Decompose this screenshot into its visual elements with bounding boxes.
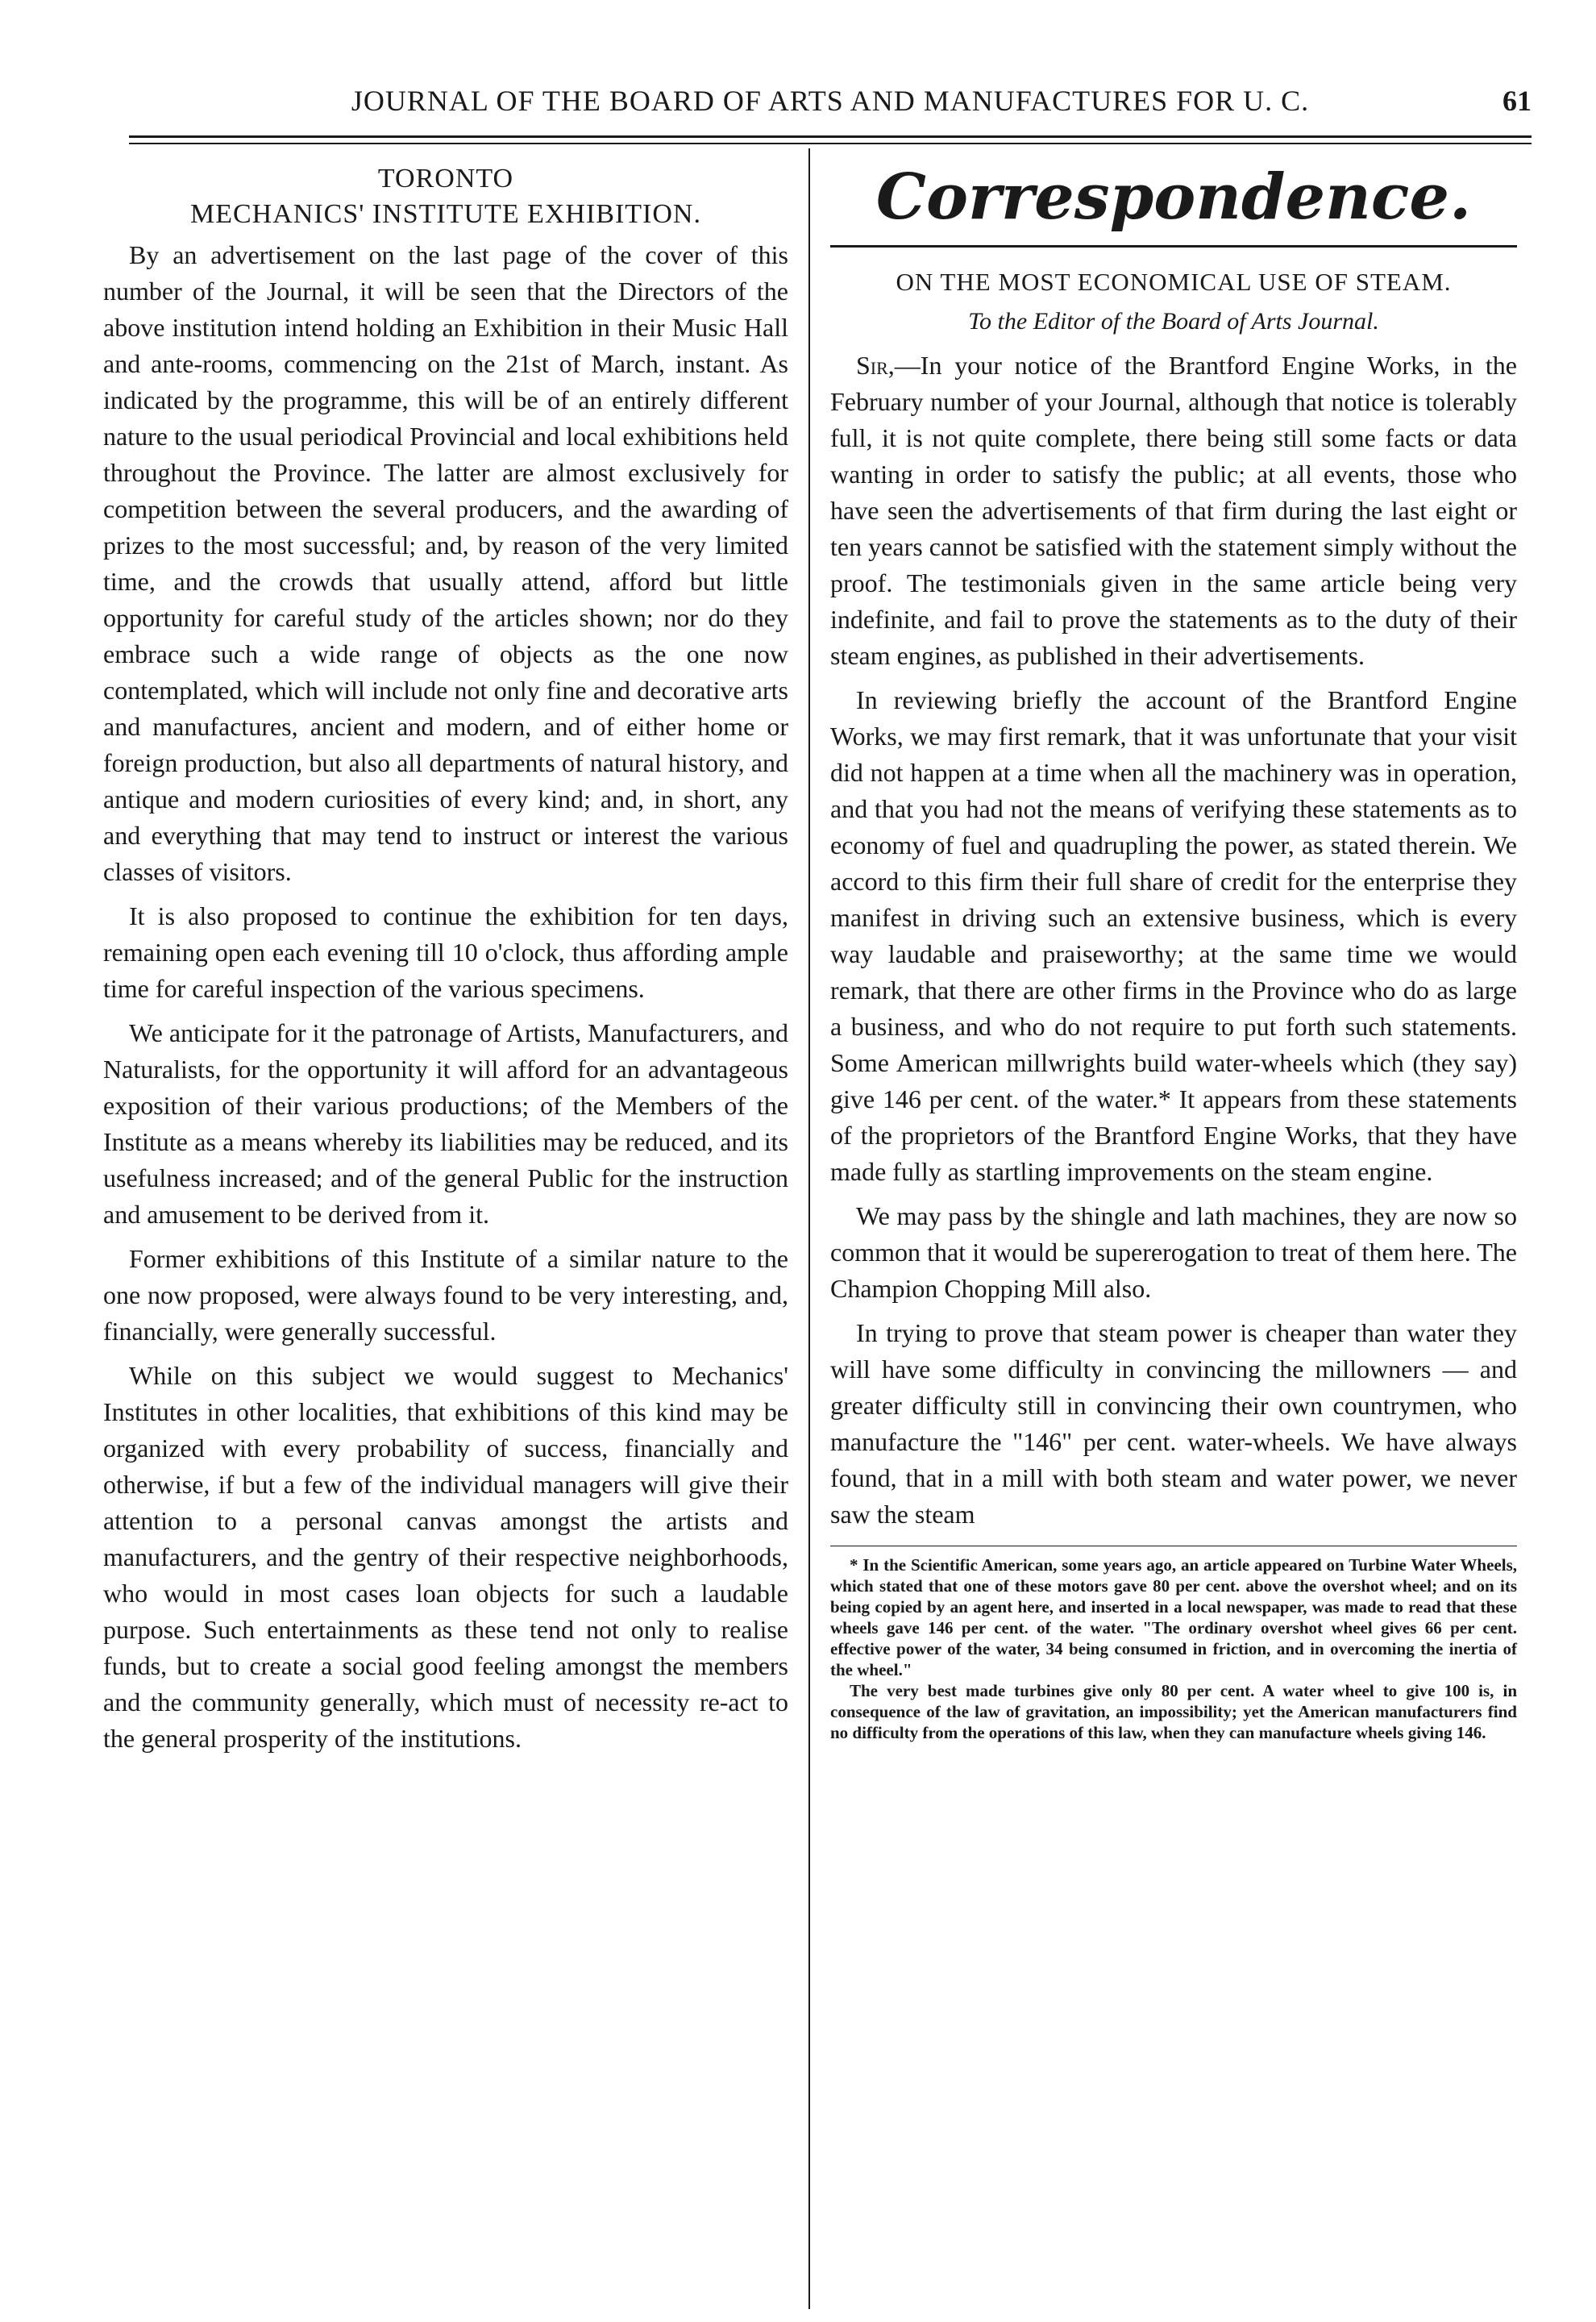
column-divider xyxy=(808,148,810,2309)
left-column xyxy=(103,161,788,1765)
right-paragraph: We may pass by the shingle and lath machines, they are now so common that it would be supererogation to treat of them here. The Champion Chopping Mill also. xyxy=(830,1201,1517,1303)
right-paragraph: In trying to prove that steam power is cheaper than water they will have some difficulty in convincing the millowners — and greater difficulty still in convincing their own countrymen, who manufacture the "146" per cent. water-wheels. We have always found, that in a mill with both steam and water power, we never saw the steam xyxy=(830,1318,1517,1529)
running-title: JOURNAL OF THE BOARD OF ARTS AND MANUFACTURES FOR U. C. xyxy=(351,85,1310,117)
paragraph-rest: —In your notice of the Brantford Engine Works, in the February number of your Journal, although that notice is tolerably full, it is not quite complete, there being still some facts or data wanting in order to satisfy the public; at all events, those who have seen the advertisements of that firm during the last eight or ten years cannot be satisfied with the statement simply without the proof. The testimonials given in the same article being very indefinite, and fail to prove the statements as to the duty of their steam engines, as published in their advertisements. xyxy=(830,351,1517,670)
right-column xyxy=(830,161,1517,1743)
headline-line-1: TORONTO xyxy=(377,164,514,194)
page-header xyxy=(129,84,1532,127)
article-byline: To the Editor of the Board of Arts Journal. xyxy=(968,308,1379,335)
section-title: Correspondence. xyxy=(875,160,1472,234)
left-paragraph: Former exhibitions of this Institute of a similar nature to the one now proposed, were always found to be very interesting, and, financially, were generally successful. xyxy=(103,1244,788,1346)
right-paragraph: In reviewing briefly the account of the Brantford Engine Works, we may first remark, that it was unfortunate that your visit did not happen at a time when all the machinery was in operation, and that you had not the means of verifying these statements as to economy of fuel and quadrupling the power, as stated therein. We accord to this firm their full share of credit for the enterprise they manifest in driving such an extensive business, which is every way laudable and praiseworthy; at the same time we would remark, that there are other firms in the Province who do as large a business, and who do not require to put forth such statements. Some American millwrights build water-wheels which (they say) give 146 per cent. of the water.* It appears from these statements of the proprietors of the Brantford Engine Works, that they have made fully as startling improvements on the steam engine. xyxy=(830,685,1517,1186)
left-article-headline xyxy=(103,161,788,232)
salutation: Sir, xyxy=(856,351,895,380)
article-title: ON THE MOST ECONOMICAL USE OF STEAM. xyxy=(896,268,1452,296)
footnote: The very best made turbines give only 80 per cent. A water wheel to give 100 is, in consequence of the law of gravitation, an impossibility; yet the American manufacturers find no difficulty from the operations of this law, when they can manufacture wheels giving 146. xyxy=(830,1681,1517,1742)
headline-line-2: MECHANICS' INSTITUTE EXHIBITION. xyxy=(189,199,701,229)
page-number: 61 xyxy=(1502,85,1532,117)
left-paragraph: It is also proposed to continue the exhibition for ten days, remaining open each evening till 10 o'clock, thus affording ample time for careful inspection of the various specimens. xyxy=(103,901,788,1003)
left-paragraph: We anticipate for it the patronage of Artists, Manufacturers, and Naturalists, for the opportunity it will afford for an advantageous exposition of their various productions; of the Members of the Institute as a means whereby its liabilities may be reduced, and its usefulness increased; and of the general Public for the instruction and amusement to be derived from it. xyxy=(103,1018,788,1229)
left-paragraph: By an advertisement on the last page of the cover of this number of the Journal, it will be seen that the Directors of the above institution intend holding an Exhibition in their Music Hall and ante-rooms, commencing on the 21st of March, instant. As indicated by the programme, this will be of an entirely different nature to the usual periodical Provincial and local exhibitions held throughout the Province. The latter are almost exclusively for competition between the several producers, and the awarding of prizes to the most successful; and, by reason of the very limited time, and the crowds that usually attend, afford but little opportunity for careful study of the articles shown; nor do they embrace such a wide range of objects as the one now contemplated, which will include not only fine and decorative arts and manufactures, ancient and modern, and of either home or foreign production, but also all departments of natural history, and antique and modern curiosities of every kind; and, in short, any and everything that may tend to instruct or interest the various classes of visitors. xyxy=(103,240,788,886)
footnote: * In the Scientific American, some years ago, an article appeared on Turbine Water Wheels, which stated that one of these motors gave 80 per cent. above the overshot wheel; and on its being copied by an agent here, and inserted in a local newspaper, was made to read that these wheels gave 146 per cent. of the water. "The ordinary overshot wheel gives 66 per cent. effective power of the water, 34 being consumed in friction, and in overcoming the inertia of the wheel." xyxy=(830,1555,1517,1679)
section-rule xyxy=(830,245,1517,248)
left-paragraph: While on this subject we would suggest to Mechanics' Institutes in other localities, that exhibitions of this kind may be organized with every probability of success, financially and otherwise, if but a few of the individual managers will give their attention to a personal canvas amongst the artists and manufacturers, and the gentry of their respective neighborhoods, who would in most cases loan objects for such a laudable purpose. Such entertainments as these tend not only to realise funds, but to create a social good feeling amongst the members and the community generally, which must of necessity re-act to the general prosperity of the institutions. xyxy=(103,1361,788,1753)
header-rule xyxy=(129,135,1532,144)
right-paragraph xyxy=(830,347,1517,674)
